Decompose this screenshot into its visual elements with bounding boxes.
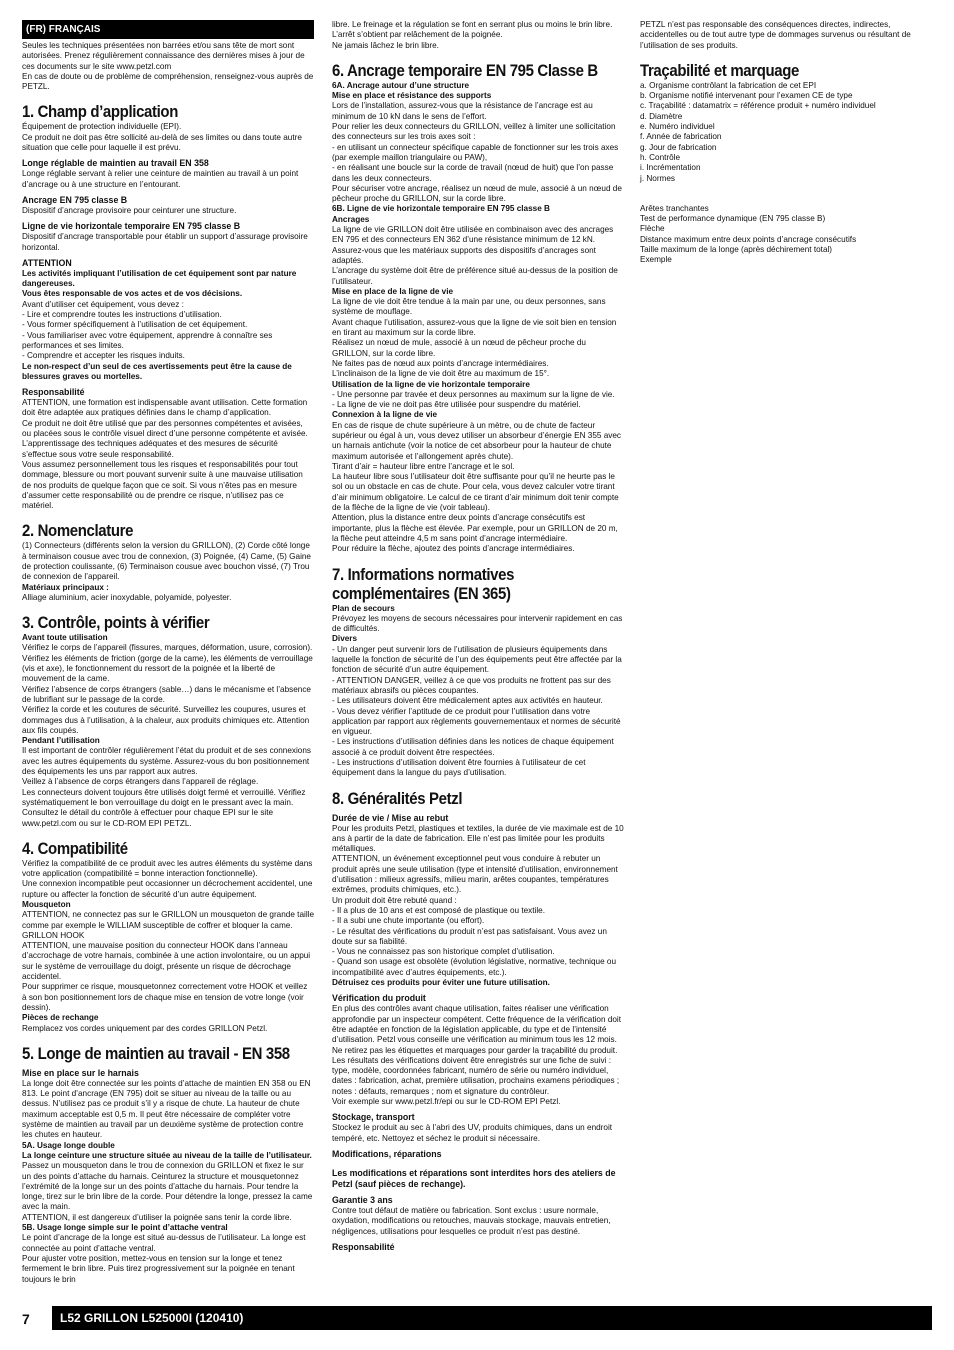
attention-text: Avant d’utiliser cet équipement, vous devez : - Lire et comprendre toutes les instructions d’utilisation. - Vous former spécifiquement à l’utilisation de cet équipement. - Vous familiariser avec votre équipement, apprendre à connaître ses performances et ses limites. - Comprendre et accepter les risques induits. [22, 299, 273, 361]
ancrage-6a-heading: 6A. Ancrage autour d’une structure [332, 80, 470, 90]
section-7-title: 7. Informations normatives complémentaires (EN 365) [332, 564, 515, 603]
mise-en-place-ligne-heading: Mise en place de la ligne de vie [332, 286, 454, 296]
garantie-heading: Garantie 3 ans [332, 1194, 393, 1205]
section-4-text: Vérifiez la compatibilité de ce produit avec les autres éléments du système dans votre application (compatibilité = bonne interaction fonctionnelle). Une connexion incompatible peut occasionner un décrochement accidentel, une rupture ou affecter la fonction de sécurité d’un autre équipement. [22, 858, 313, 899]
document-reference: L52 GRILLON L525000I (120410) [52, 1306, 932, 1330]
attention-heading: ATTENTION [22, 257, 72, 268]
col3-continuation: PETZL n’est pas responsable des conséquences directes, indirectes, accidentelles ou de tout autre type de dommages survenus ou résultant de l’utilisation de ses produits. [640, 20, 911, 50]
plan-secours-heading: Plan de secours [332, 603, 395, 613]
section-5-title: 5. Longe de maintien au travail - EN 358 [22, 1043, 290, 1063]
mise-en-place-ligne-text: La ligne de vie doit être tendue à la main par une, ou deux personnes, sans système de mouflage. Avant chaque l’utilisation, assurez-vous que la ligne de vie soit bien en tension en tirant au maximum sur la corde libre. Réalisez un nœud de mule, associé à un nœud de pêcheur proche du GRILLON, sur la corde libre. Ne faites pas de nœud aux points d’ancrage intermédiaires. L’inclinaison de la ligne de vie doit être au maximum de 15°. [332, 297, 617, 379]
mousqueton-text: ATTENTION, ne connectez pas sur le GRILLON un mousqueton de grande taille comme par exemple le WILLIAM susceptible de coffrer et bloquer la came. GRILLON HOOK ATTENTION, une mauvaise position du connecteur HOOK dans l’anneau d’accrochage de votre harnais, combinée à une action involontaire, ou un appui sur le système de verrouillage du doigt, présente un risque de décrochage accidentel. Pour supprimer ce risque, mousquetonnez correctement votre HOOK et veillez à son bon positionnement lors de chaque mise en tension de votre longe (voir dessin). [22, 910, 315, 1012]
stockage-text: Stockez le produit au sec à l’abri des UV, produits chimiques, dans un endroit tempéré, etc. Nettoyez et séchez le produit si nécessaire. [332, 1123, 613, 1143]
ligne-heading: Ligne de vie horizontale temporaire EN 795 classe B [22, 221, 241, 232]
ancrage-6a-subheading: Mise en place et résistance des supports [332, 91, 492, 101]
divers-heading: Divers [332, 634, 358, 644]
legend-list: Arêtes tranchantes Test de performance dynamique (EN 795 classe B) Flèche Distance maximum entre deux points d’ancrage consécutifs Taille maximum de la longe (après déchirement total) Exemple [640, 203, 857, 265]
connexion-ligne-text: En cas de risque de chute supérieure à un mètre, ou de chute de facteur supérieur ou égal à un, vous devez utiliser un absorbeur d’énergie EN 355 avec un harnais antichute (voir la notice de cet absorbeur pour la hauteur de chute maximum autorisée et l’allongement après chute). Tirant d’air = hauteur libre entre l’ancrage et le sol. La hauteur libre sous l’utilisateur doit être suffisante pour qu’il ne heurte pas le sol ou un obstacle en cas de chute. Pour cela, vous devez calculer votre tirant d’air minimum obligatoire. Le calcul de ce tirant d’air minimum doit tenir compte de la flèche de la ligne de vie (voir tableau). Attention, plus la distance entre deux points d’ancrage consécutifs est importante, plus la flèche est élevée. Par exemple, pour un GRILLON de 20 m, la flèche peut atteindre 4,5 m sans point d’ancrage intermédiaire. Pour réduire la flèche, ajoutez des points d’ancrage intermédiaires. [332, 420, 622, 554]
ligne-text: Dispositif d’ancrage transportable pour établir un support d’assurage provisoire horizontal. [22, 232, 308, 252]
longe-heading: Longe réglable de maintien au travail EN 358 [22, 158, 209, 169]
pendant-utilisation-heading: Pendant l’utilisation [22, 736, 100, 746]
longe-text: Longe réglable servant à relier une ceinture de maintien au travail à un point d’ancrage ou à une structure en l’entourant. [22, 169, 299, 189]
pieces-heading: Pièces de rechange [22, 1013, 99, 1023]
responsabilite-heading: Responsabilité [22, 387, 85, 398]
section-2-text: (1) Connecteurs (différents selon la version du GRILLON), (2) Corde côté longe à terminaison cousue avec trou de connexion, (3) Poignée, (4) Came, (5) Gaine de protection coulissante, (6) Terminaison cousue avec bouchon vissé, (7) Trou de connexion de l’appareil. [22, 541, 311, 582]
section-8-title: 8. Généralités Petzl [332, 788, 463, 808]
modifications-heading: Modifications, réparations [332, 1148, 442, 1159]
intro-text: Seules les techniques présentées non barrées et/ou sans tête de mort sont autorisées. Prenez régulièrement connaissance des dernières mises à jour de ces documents sur le site www.petzl.com En cas de doute ou de problème de compréhension, renseignez-vous auprès de PETZL. [22, 41, 314, 92]
stockage-heading: Stockage, transport [332, 1112, 415, 1123]
divers-text: - Un danger peut survenir lors de l’utilisation de plusieurs équipements dans laquelle la fonction de sécurité de l’un des équipements peut être affectée par la fonction de sécurité d’un autre équipement. - ATTENTION DANGER, veillez à ce que vos produits ne frottent pas sur des matériaux abrasifs ou pièces coupantes. - Les utilisateurs doivent être médicalement aptes aux activités en hauteur. - Vous devez vérifier l’aptitude de ce produit pour l’utilisation dans votre application par rapport aux règlements gouvernementaux et normes de sécurité en vigueur. - Les instructions d’utilisation définies dans les notices de chaque équipement associé à ce produit doivent être respectées. - Les instructions d’utilisation doivent être fournies à l’utilisateur de cet équipement dans la langue du pays d’utilisation. [332, 644, 622, 778]
utilisation-ligne-heading: Utilisation de la ligne de vie horizontale temporaire [332, 379, 530, 389]
column-3 [640, 20, 932, 266]
attention-bold-1: Les activités impliquant l’utilisation de cet équipement sont par nature dangereuses. [22, 268, 297, 289]
column-1 [22, 20, 314, 1285]
usage-5a-subheading: La longe ceinture une structure située au niveau de la taille de l’utilisateur. [22, 1150, 312, 1160]
utilisation-ligne-text: - Une personne par travée et deux personnes au maximum sur la ligne de vie. - La ligne de vie ne doit pas être utilisée pour suspendre du matériel. [332, 389, 615, 410]
usage-5a-text: Passez un mousqueton dans le trou de connexion du GRILLON et fixez le sur un des points d’attache du harnais. Ceinturez la structure et mousquetonnez l’extrémité de la longe sur un des points d’attache du harnais. Pour tendre la longe, tirez sur le brin libre de la corde. Pour détendre la longe, pressez la came avec la main. ATTENTION, il est dangereux d’utiliser la poignée sans tenir la corde libre. [22, 1161, 313, 1222]
verification-text: En plus des contrôles avant chaque utilisation, faites réaliser une vérification approfondie par un inspecteur compétent. Cette fréquence de la vérification doit être adaptée en fonction de la législation applicable, du type et de l’intensité d’utilisation. Petzl vous conseille une vérification au minimum tous les 12 mois. Ne retirez pas les étiquettes et marquages pour garder la traçabilité du produit. Les résultats des vérifications doivent être enregistrés sur une fiche de suivi : type, modèle, coordonnées fabricant, numéro de série ou numéro individuel, dates : fabrication, achat, première utilisation, prochains examens périodiques ; notes : défauts, remarques ; nom et signature du contrôleur. Voir exemple sur www.petzl.fr/epi ou sur le CD-ROM EPI Petzl. [332, 1004, 622, 1107]
connexion-ligne-heading: Connexion à la ligne de vie [332, 410, 438, 420]
duree-vie-heading: Durée de vie / Mise au rebut [332, 812, 449, 823]
usage-5b-heading: 5B. Usage longe simple sur le point d’attache ventral [22, 1223, 228, 1233]
responsabilite-text: ATTENTION, une formation est indispensable avant utilisation. Cette formation doit être adaptée aux pratiques définies dans le champ d’application. Ce produit ne doit être utilisé que par des personnes compétentes et avisées, ou placées sous le contrôle visuel direct d’une personne compétente et avisée. L’apprentissage des techniques adéquates et des mesures de sécurité s’effectue sous votre seule responsabilité. Vous assumez personnellement tous les risques et responsabilités pour tout dommage, blessure ou mort pouvant survenir suite à une mauvaise utilisation de nos produits de quelque façon que ce soit. Si vous n’êtes pas en mesure d’assumer cette responsabilité ou de prendre ce risque, n’utilisez pas ce matériel. [22, 398, 308, 511]
section-1-text: Équipement de protection individuelle (EPI). Ce produit ne doit pas être sollicité au-delà de ses limites ou dans toute autre situation que celle pour laquelle il est prévu. [22, 122, 302, 153]
ancrage-6a-text: Lors de l’installation, assurez-vous que la résistance de l’ancrage est au minimum de 10 kN dans le sens de l’effort. Pour relier les deux connecteurs du GRILLON, veillez à limiter une sollicitation des connecteurs sur les trois axes soit : - en utilisant un connecteur spécifique capable de fonctionner sur les trois axes (par exemple maillon triangulaire ou PAW), - en réalisant une boucle sur la corde de travail (nœud de huit) que l’on passe dans les deux connecteurs. Pour sécuriser votre ancrage, réalisez un nœud de mule, associé à un nœud de pêcheur proche du GRILLON, sur la corde libre. [332, 101, 622, 204]
ancrage-heading: Ancrage EN 795 classe B [22, 194, 128, 205]
section-2-title: 2. Nomenclature [22, 521, 134, 541]
ancrage-text: Dispositif d’ancrage provisoire pour ceinturer une structure. [22, 205, 237, 215]
col2-continuation: libre. Le freinage et la régulation se font en serrant plus ou moins le brin libre. L’arrêt s’obtient par relâchement de la poignée. Ne jamais lâchez le brin libre. [332, 20, 613, 50]
tracabilite-list: a. Organisme contrôlant la fabrication de cet EPI b. Organisme notifié intervenant pour l’examen CE de type c. Traçabilité : datamatrix = référence produit + numéro individuel d. Diamètre e. Numéro individuel f. Année de fabrication g. Jour de fabrication h. Contrôle i. Incrémentation j. Normes [640, 80, 876, 183]
attention-bold-2: Vous êtes responsable de vos actes et de vos décisions. [22, 289, 243, 299]
modifications-bold: Les modifications et réparations sont interdites hors des ateliers de Petzl (sauf pièces de rechange). [332, 1167, 616, 1189]
mise-en-place-text: La longe doit être connectée sur les points d’attache de maintien EN 358 ou EN 813. Le point d’ancrage (EN 795) doit se situer au niveau de la taille ou au dessus. N’utilisez pas ce produit s’il y a risque de chute. La hauteur de chute maximum acceptable est 0,5 m. Il peut être nécessaire de compléter votre système de maintien au travail par un deuxième système de protection contre les chutes en hauteur. [22, 1078, 311, 1140]
mise-en-place-heading: Mise en place sur le harnais [22, 1067, 139, 1078]
avant-utilisation-text: Vérifiez le corps de l’appareil (fissures, marques, déformation, usure, corrosion). Vérifiez les éléments de friction (gorge de la came), les éléments de verrouillage (vis et axe), le fonctionnement du ressort de la poignée et la liberté de mouvement de la came. Vérifiez l’absence de corps étrangers (sable…) dans le mécanisme et l’absence de lubrifiant sur le passage de la corde. Vérifiez la corde et les coutures de sécurité. Surveillez les coupures, usures et dommages dus à l’utilisation, à la chaleur, aux produits chimiques etc. Attention aux fils coupés. [22, 643, 313, 735]
language-label: (FR) FRANÇAIS [22, 20, 314, 39]
column-2 [332, 20, 624, 1253]
mousqueton-heading: Mousqueton [22, 900, 71, 909]
pendant-utilisation-text: Il est important de contrôler régulièrement l’état du produit et de ses connexions avec les autres équipements du système. Assurez-vous du bon positionnement des équipements les uns par rapport aux autres. Veillez à l’absence de corps étrangers dans l’appareil de réglage. Les connecteurs doivent toujours être utilisés doigt fermé et verrouillé. Vérifiez systématiquement le bon verrouillage du doigt en le pressant avec la main. Consultez le détail du contrôle à effectuer pour chaque EPI sur le site www.petzl.com ou sur le CD-ROM EPI PETZL. [22, 746, 311, 828]
section-6-title: 6. Ancrage temporaire EN 795 Classe B [332, 60, 598, 80]
usage-5a-heading: 5A. Usage longe double [22, 1140, 115, 1150]
page-number: 7 [22, 1311, 30, 1327]
pieces-text: Remplacez vos cordes uniquement par des cordes GRILLON Petzl. [22, 1023, 268, 1033]
ligne-6b-heading: 6B. Ligne de vie horizontale temporaire EN 795 classe B [332, 204, 550, 214]
ancrages-heading: Ancrages [332, 214, 370, 224]
usage-5b-text: Le point d’ancrage de la longe est situé au-dessus de l’utilisateur. La longe est connectée au point d’attache ventral. Pour ajuster votre position, mettez-vous en tension sur la longe et tenez fermement le brin libre. Puis tirez progressivement sur la poignée en tenant toujours le brin [22, 1233, 306, 1284]
tracabilite-title: Traçabilité et marquage [640, 60, 800, 80]
garantie-text: Contre tout défaut de matière ou fabrication. Sont exclus : usure normale, oxydation, modifications ou retouches, mauvais stockage, mauvais entretien, négligences, utilisations pour lesquelles ce produit n’est pas destiné. [332, 1205, 611, 1236]
attention-bold-3: Le non-respect d’un seul de ces avertissements peut être la cause de blessures graves ou mortelles. [22, 361, 292, 381]
ancrages-text: La ligne de vie GRILLON doit être utilisée en combinaison avec des ancrages EN 795 et des connecteurs EN 362 d’une résistance minimum de 12 kN. Assurez-vous que les matériaux supports des dispositifs d’ancrages sont adaptés. L’ancrage du système doit être de préférence situé au-dessus de la position de l’utilisateur. [332, 225, 618, 286]
section-3-title: 3. Contrôle, points à vérifier [22, 613, 210, 633]
plan-secours-text: Prévoyez les moyens de secours nécessaires pour intervenir rapidement en cas de difficultés. [332, 613, 623, 634]
duree-vie-bold: Détruisez ces produits pour éviter une future utilisation. [332, 978, 550, 988]
avant-utilisation-heading: Avant toute utilisation [22, 633, 108, 643]
verification-heading: Vérification du produit [332, 993, 426, 1004]
section-4-title: 4. Compatibilité [22, 838, 128, 858]
materiaux-text: Alliage aluminium, acier inoxydable, polyamide, polyester. [22, 592, 232, 602]
section-1-title: 1. Champ d’application [22, 102, 179, 122]
responsabilite-petzl-heading: Responsabilité [332, 1241, 395, 1252]
duree-vie-text: Pour les produits Petzl, plastiques et textiles, la durée de vie maximale est de 10 ans à partir de la date de fabrication. Elle n’est pas limitée pour les produits métalliques. ATTENTION, un événement exceptionnel peut vous conduire à rebuter un produit après une seule utilisation (type et intensité d’utilisation, environnement d’utilisation : milieux agressifs, milieu marin, arêtes coupantes, températures extrêmes, produits chimiques, etc.). Un produit doit être rebuté quand : - Il a plus de 10 ans et est composé de plastique ou textile. - Il a subi une chute importante (ou effort). - Le résultat des vérifications du produit n’est pas satisfaisant. Vous avez un doute sur sa fiabilité. - Vous ne connaissez pas son historique complet d’utilisation. - Quand son usage est obsolète (évolution législative, normative, technique ou incompatibilité avec d’autres équipements, etc.). [332, 823, 624, 977]
materiaux-heading: Matériaux principaux : [22, 582, 109, 592]
